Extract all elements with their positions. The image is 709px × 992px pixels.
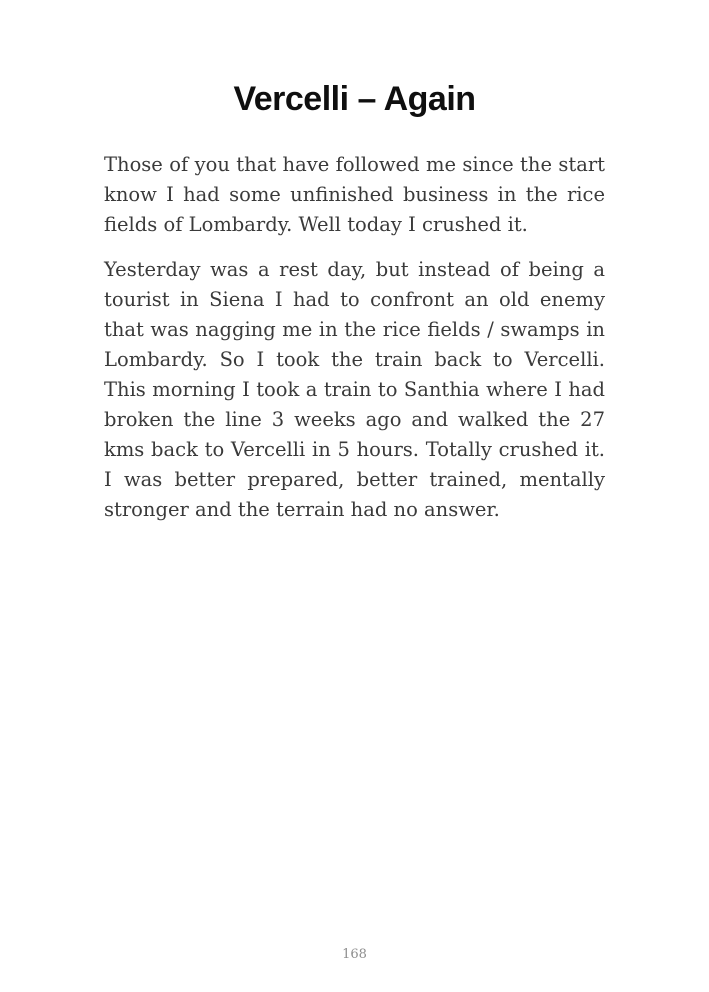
paragraph: Those of you that have followed me since the start know I had some unfinished business in the rice fields of Lombardy. Well today I crushed it. (104, 153, 605, 236)
page-content (104, 0, 605, 540)
paragraph: Yesterday was a rest day, but instead of being a tourist in Siena I had to confront an old enemy that was nagging me in the rice fields / swamps in Lombardy. So I took the train back to Vercelli. This morning I took a train to Santhia where I had broken the line 3 weeks ago and walked the 27 kms back to Vercelli in 5 hours. Totally crushed it. I was better prepared, better trained, mentally stronger and the terrain had no answer. (104, 258, 605, 521)
page-number: 168 (342, 947, 367, 962)
chapter-title: Vercelli – Again (233, 80, 476, 118)
page-footer (0, 943, 709, 962)
